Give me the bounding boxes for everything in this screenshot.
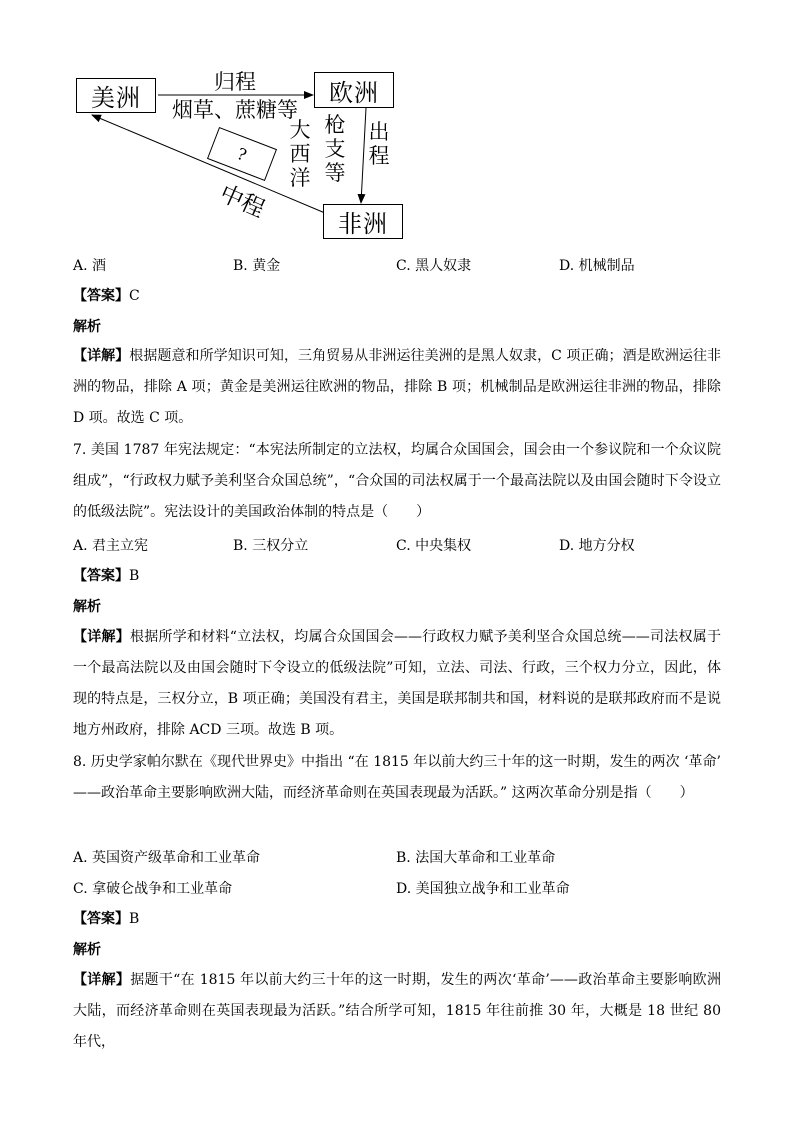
q8-analysis-heading: 解析 bbox=[73, 942, 101, 958]
middle-passage-label: 中程 bbox=[215, 180, 269, 224]
ocean-char: 洋 bbox=[289, 166, 311, 190]
q6-option-a[interactable]: A. 酒 bbox=[73, 258, 107, 274]
detail-tag: 【详解】 bbox=[73, 629, 131, 645]
goods-char: 等 bbox=[324, 161, 346, 185]
outbound-char: 出 bbox=[368, 120, 390, 144]
q8-question: 8. 历史学家帕尔默在《现代世界史》中指出 “在 1815 年以前大约三十年的这一时期，发生的两次 ‘革命’ ——政治革命主要影响欧洲大陆，而经济革命则在英国表现最为活跃。” 这两次革命分别是指（ ） bbox=[73, 754, 721, 801]
goods-char: 支 bbox=[324, 137, 346, 161]
q7-option-d[interactable]: D. 地方分权 bbox=[559, 538, 635, 554]
q8-options-row2 bbox=[73, 878, 733, 898]
q8-option-b[interactable]: B. 法国大革命和工业革命 bbox=[396, 850, 556, 866]
answer-value: B bbox=[129, 568, 140, 584]
detail-text: 据题干“在 1815 年以前大约三十年的这一时期，发生的两次‘革命’——政治革命主要影响欧洲大陆，而经济革命则在英国表现最为活跃。”结合所学可知，1815 年往前推 30 年，大概是 18 世纪 80 年代， bbox=[73, 972, 721, 1050]
q6-options bbox=[73, 255, 733, 275]
detail-tag: 【详解】 bbox=[73, 972, 131, 988]
answer-value: C bbox=[129, 288, 140, 304]
outbound-goods bbox=[323, 113, 347, 185]
q7-option-a[interactable]: A. 君主立宪 bbox=[73, 538, 149, 554]
q7-option-b[interactable]: B. 三权分立 bbox=[233, 538, 309, 554]
box-america: 美洲 bbox=[76, 78, 156, 113]
q7-option-c[interactable]: C. 中央集权 bbox=[396, 538, 472, 554]
q7-answer bbox=[73, 566, 724, 586]
goods-char: 枪 bbox=[324, 113, 346, 137]
answer-tag: 【答案】 bbox=[73, 911, 129, 927]
return-goods: 烟草、蔗糖等 bbox=[172, 98, 298, 122]
q6-detail bbox=[73, 341, 721, 434]
ocean-label bbox=[288, 118, 312, 190]
q6-analysis-heading: 解析 bbox=[73, 319, 101, 335]
q6-answer bbox=[73, 286, 724, 306]
answer-tag: 【答案】 bbox=[73, 568, 129, 584]
q8-options-row1 bbox=[73, 847, 733, 867]
q8-option-a[interactable]: A. 英国资产级革命和工业革命 bbox=[73, 850, 261, 866]
q8-detail bbox=[73, 965, 721, 1058]
detail-text: 根据所学和材料“立法权，均属合众国国会——行政权力赋予美利坚合众国总统——司法权属于一个最高法院以及由国会随时下令设立的低级法院”可知，立法、司法、行政，三个权力分立，因此，体现的特点是，三权分立，B 项正确；美国没有君主，美国是联邦制共和国，材料说的是联邦政府而不是说地方州政府，排除 ACD 三项。故选 B 项。 bbox=[73, 629, 722, 738]
outbound-char: 程 bbox=[368, 144, 390, 168]
box-europe: 欧洲 bbox=[314, 72, 394, 108]
q6-option-d[interactable]: D. 机械制品 bbox=[559, 258, 635, 274]
answer-tag: 【答案】 bbox=[73, 288, 129, 304]
q8-answer bbox=[73, 909, 724, 929]
detail-tag: 【详解】 bbox=[73, 348, 130, 364]
triangular-trade-diagram bbox=[0, 0, 794, 250]
outbound-arrow bbox=[361, 108, 366, 203]
outbound-label bbox=[367, 120, 391, 168]
q7-question: 7. 美国 1787 年宪法规定：“本宪法所制定的立法权，均属合众国国会，国会由一个参议院和一个众议院组成”，“行政权力赋予美利坚合众国总统”，“合众国的司法权属于一个最高法院以及由国会随时下令设立的低级法院”。宪法设计的美国政治体制的特点是（ ） bbox=[73, 442, 721, 520]
q7-analysis-heading: 解析 bbox=[73, 599, 101, 615]
q6-option-c[interactable]: C. 黑人奴隶 bbox=[396, 258, 472, 274]
box-africa: 非洲 bbox=[323, 204, 403, 239]
q7-detail bbox=[73, 622, 721, 746]
ocean-char: 西 bbox=[289, 142, 311, 166]
q8-option-c[interactable]: C. 拿破仑战争和工业革命 bbox=[73, 881, 233, 897]
question-mark: ? bbox=[234, 143, 250, 165]
detail-text: 根据题意和所学知识可知，三角贸易从非洲运往美洲的是黑人奴隶，C 项正确；酒是欧洲运往非洲的物品，排除 A 项；黄金是美洲运往欧洲的物品，排除 B 项；机械制品是欧洲运往非洲的物品，排除 D 项。故选 C 项。 bbox=[73, 348, 722, 426]
q7-options bbox=[73, 535, 733, 555]
return-label: 归程 bbox=[214, 70, 256, 94]
ocean-char: 大 bbox=[289, 118, 311, 142]
q8-option-d[interactable]: D. 美国独立战争和工业革命 bbox=[396, 881, 570, 897]
q6-option-b[interactable]: B. 黄金 bbox=[233, 258, 281, 274]
answer-value: B bbox=[129, 911, 140, 927]
